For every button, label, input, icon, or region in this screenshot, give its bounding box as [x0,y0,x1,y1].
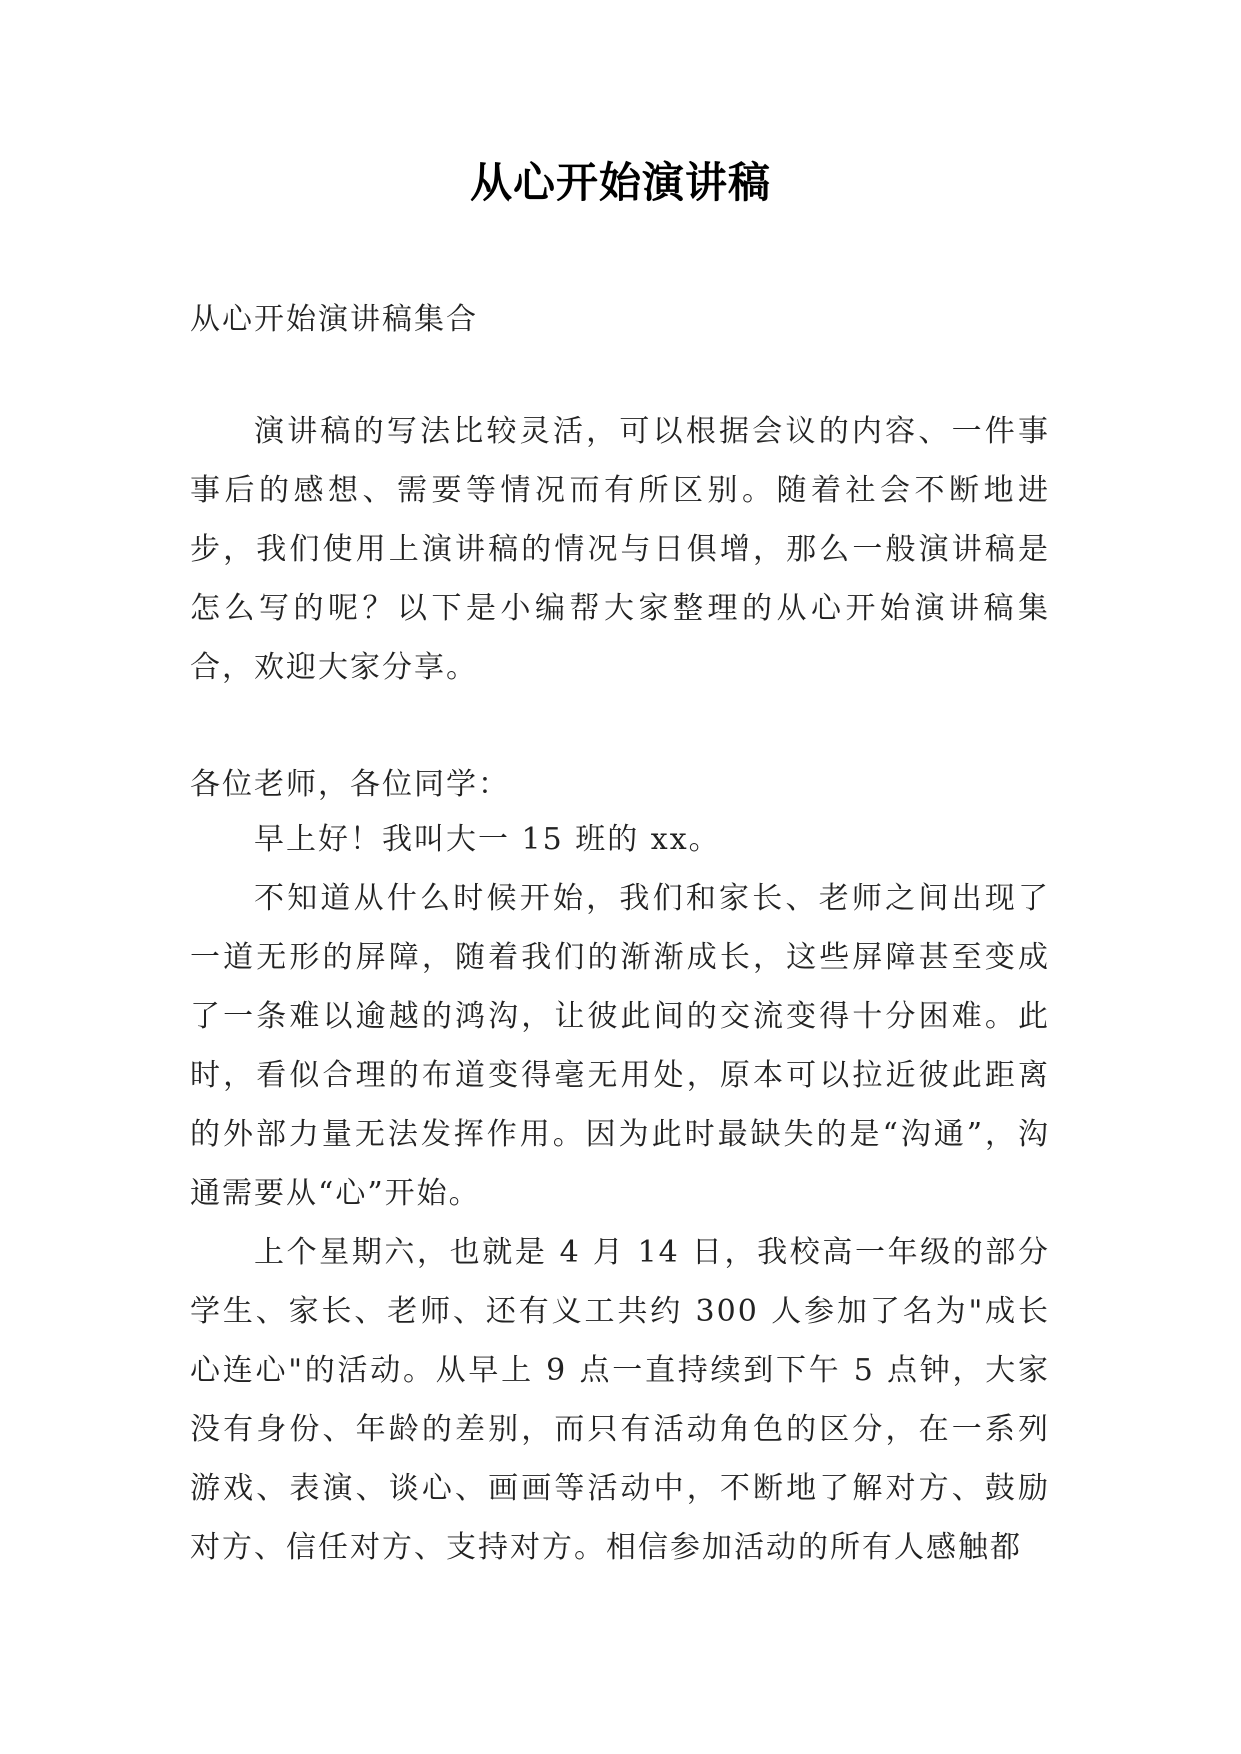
paragraph: 不知道从什么时候开始，我们和家长、老师之间出现了一道无形的屏障，随着我们的渐渐成长，这些屏障甚至变成了一条难以逾越的鸿沟，让彼此间的交流变得十分困难。此时，看似合理的布道变得毫无用处，原本可以拉近彼此距离的外部力量无法发挥作用。因为此时最缺失的是“沟通”，沟通需要从“心”开始。 [190,881,1050,1211]
paragraph: 早上好！我叫大一 15 班的 xx。 [254,822,721,857]
speech-body [190,810,1050,1577]
intro-paragraph: 演讲稿的写法比较灵活，可以根据会议的内容、一件事事后的感想、需要等情况而有所区别。随着社会不断地进步，我们使用上演讲稿的情况与日俱增，那么一般演讲稿是怎么写的呢？以下是小编帮大家整理的从心开始演讲稿集合，欢迎大家分享。 [190,414,1050,685]
greeting-line: 各位老师，各位同学： [190,767,510,802]
document-subtitle: 从心开始演讲稿集合 [190,302,478,337]
document-title: 从心开始演讲稿 [469,158,771,207]
paragraph: 上个星期六，也就是 4 月 14 日，我校高一年级的部分学生、家长、老师、还有义工共约 300 人参加了名为"成长心连心"的活动。从早上 9 点一直持续到下午 5 点钟，大家没有身份、年龄的差别，而只有活动角色的区分，在一系列游戏、表演、谈心、画画等活动中，不断地了解对方、鼓励对方、信任对方、支持对方。相信参加活动的所有人感触都 [190,1235,1050,1565]
